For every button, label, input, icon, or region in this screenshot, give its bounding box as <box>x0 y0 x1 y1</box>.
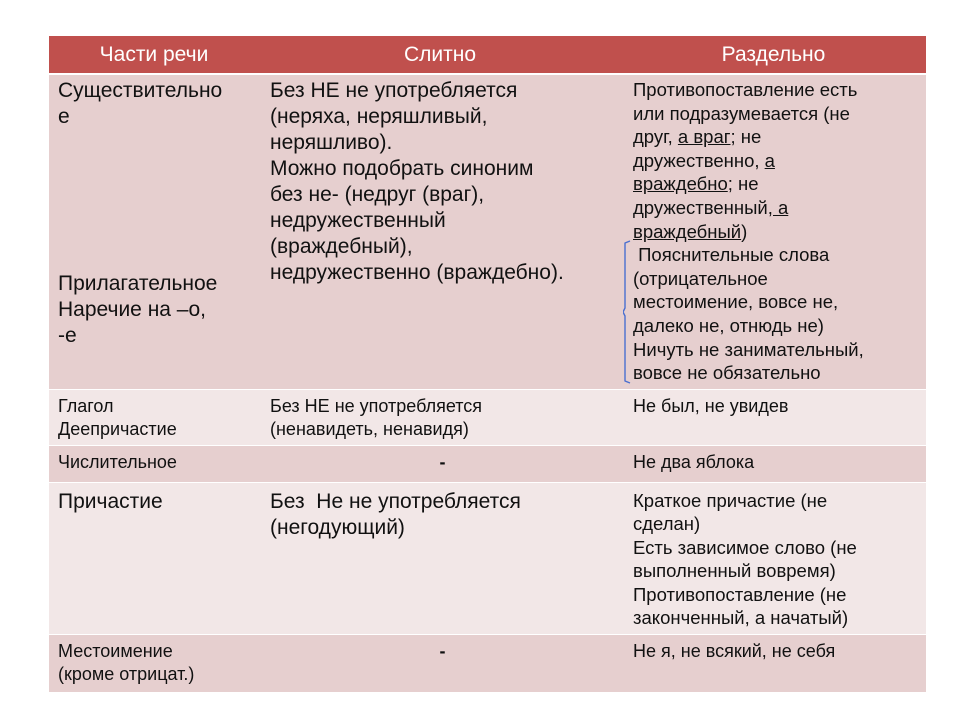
text-line: (враждебный), <box>270 235 413 258</box>
underlined-text: а враг <box>677 126 731 148</box>
text-line: местоимение, вовсе не, <box>633 291 839 313</box>
text-adverb: Наречие на –о, <box>58 298 206 321</box>
cell-numeral-together <box>259 445 621 482</box>
text-line: Можно подобрать синоним <box>270 157 534 180</box>
text-line: (ненавидеть, ненавидя) <box>270 418 469 439</box>
text-part: ; не <box>730 126 762 148</box>
text-line: Не я, не всякий, не себя <box>633 640 836 661</box>
text-pronoun: Местоимение <box>58 640 173 661</box>
text-line <box>633 149 920 173</box>
cell-verb-part <box>49 389 259 445</box>
text-line <box>633 125 920 149</box>
text-adverb-end: -е <box>58 324 77 347</box>
text-line: Противопоставление (не <box>633 583 847 605</box>
table-row-verb <box>49 389 926 445</box>
cell-pronoun-part <box>49 634 259 692</box>
cell-numeral-separately <box>621 445 926 482</box>
text-part: друг, <box>633 126 678 148</box>
cell-numeral-part <box>49 445 259 482</box>
cell-noun-part <box>49 74 259 389</box>
rules-table <box>49 36 926 692</box>
text-line <box>633 172 920 196</box>
header-parts-of-speech: Части речи <box>49 36 259 74</box>
table-row-participle <box>49 482 926 634</box>
bracket-annotation <box>623 240 631 384</box>
text-line: вовсе не обязательно <box>633 362 821 384</box>
text-line: Без НЕ не употребляется <box>270 395 483 416</box>
text-line: Без НЕ не употребляется <box>270 79 518 102</box>
cell-verb-together <box>259 389 621 445</box>
text-verb: Глагол <box>58 395 114 416</box>
underlined-text: враждебный <box>633 220 742 242</box>
text-part: дружественный <box>633 196 768 218</box>
text-line: (отрицательное <box>633 267 768 289</box>
table-row-noun <box>49 74 926 389</box>
text-line: или подразумевается (не <box>633 102 850 124</box>
cell-participle-together <box>259 482 621 634</box>
underlined-text: а <box>764 149 775 171</box>
text-gerund: Деепричастие <box>58 418 177 439</box>
text-line: Есть зависимое слово (не <box>633 536 857 558</box>
text-part: ; не <box>727 173 759 195</box>
cell-verb-separately <box>621 389 926 445</box>
table-row-pronoun <box>49 634 926 692</box>
text-line: недружественный <box>270 209 446 232</box>
text-line: далеко не, отнюдь не) <box>633 314 824 336</box>
text-line: выполненный вовремя) <box>633 560 836 582</box>
text-line: сделан) <box>633 513 701 535</box>
text-line: недружественно (враждебно). <box>270 261 564 284</box>
cell-pronoun-together <box>259 634 621 692</box>
cell-noun-separately <box>621 74 926 389</box>
text-line: Противопоставление есть <box>633 79 858 100</box>
text-line: неряшливо). <box>270 131 393 154</box>
cell-participle-part <box>49 482 259 634</box>
table-row-numeral <box>49 445 926 482</box>
text-part: ) <box>741 220 748 242</box>
cell-noun-together <box>259 74 621 389</box>
text-adjective: Прилагательное <box>58 272 218 295</box>
text-numeral: Числительное <box>58 451 177 472</box>
underlined-text: враждебно <box>633 173 728 195</box>
text-line: (неряха, неряшливый, <box>270 105 488 128</box>
text-line: Краткое причастие (не <box>633 489 828 511</box>
text-line <box>633 196 920 220</box>
text-line: Не был, не увидев <box>633 395 789 416</box>
text-line <box>633 220 920 244</box>
cell-pronoun-separately <box>621 634 926 692</box>
text-dash: - <box>439 451 446 472</box>
header-separately: Раздельно <box>621 36 926 74</box>
text-line: Ничуть не занимательный, <box>633 338 864 360</box>
header-together: Слитно <box>259 36 621 74</box>
text-line: законченный, а начатый) <box>633 607 849 629</box>
text-line: без не- (недруг (враг), <box>270 183 485 206</box>
text-line: Без Не не употребляется <box>270 489 521 513</box>
text-pronoun-note: (кроме отрицат.) <box>58 663 195 684</box>
text-line: (негодующий) <box>270 515 405 539</box>
text-line: Пояснительные слова <box>633 244 830 266</box>
text-dash: - <box>439 640 446 661</box>
text-line: Не два яблока <box>633 451 755 472</box>
underlined-text: , а <box>767 196 789 218</box>
text-noun: Существительно <box>58 79 223 102</box>
text-noun-end: е <box>58 105 70 128</box>
text-part: дружественно, <box>633 149 765 171</box>
cell-participle-separately <box>621 482 926 634</box>
text-participle: Причастие <box>58 489 163 513</box>
header-row <box>49 36 926 74</box>
